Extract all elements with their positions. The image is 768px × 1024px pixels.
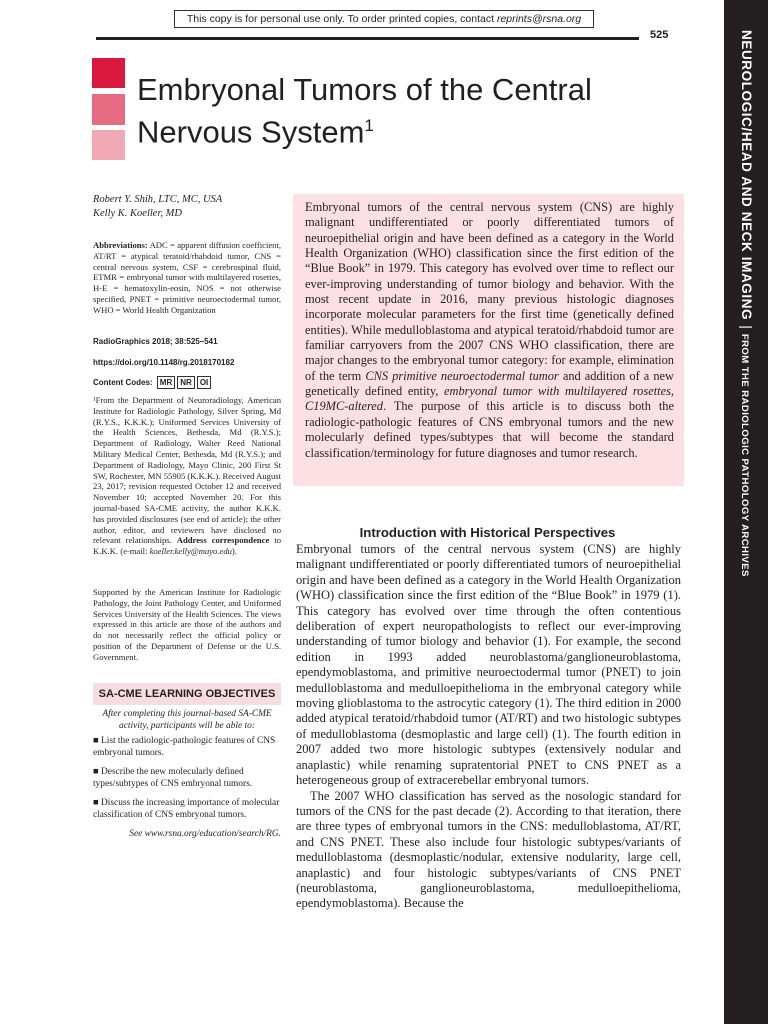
title-line-1: Embryonal Tumors of the Central — [137, 72, 592, 107]
header-rule — [96, 37, 639, 40]
learning-objective-3: ■ Discuss the increasing importance of molecular classification of CNS embryonal tumors. — [93, 798, 280, 820]
learning-objectives — [93, 709, 281, 841]
sidebar-section: NEUROLOGIC/HEAD AND NECK IMAGING — [739, 30, 754, 321]
content-code-mr: MR — [157, 376, 175, 389]
author-1: Robert Y. Shih, LTC, MC, USA — [93, 194, 223, 205]
citation: RadioGraphics 2018; 38:525–541 — [93, 337, 218, 346]
support-statement: Supported by the American Institute for Radiologic Pathology, the Joint Pathology Center, and Uniformed Services University of the Health Sciences. The views expressed in this article are those of the authors and do not necessarily reflect the official policy or position of the Department of Defense or the U.S. Government. — [93, 587, 281, 662]
content-code-oi: OI — [197, 376, 211, 389]
sidebar-label — [737, 30, 755, 577]
author-2: Kelly K. Koeller, MD — [93, 208, 182, 219]
learning-objectives-link[interactable]: See www.rsna.org/education/search/RG. — [129, 829, 281, 839]
affiliations: ¹From the Department of Neuroradiology, American Institute for Radiologic Pathology, Silver Spring, Md (R.Y.S., K.K.K.); Uniformed Services University of the Health Sciences, Bethesda, Md (R.Y.S.); Department of Radiology, Walter Reed National Military Medical Center, Bethesda, Md (R.Y.S.); and Department of Radiology, Mayo Clinic, 200 First St SW, Rochester, MN 55905 (K.K.K.). Received August 23, 2017; revision requested October 12 and received November 10; accepted November 20. For this journal-based SA-CME activity, the author K.K.K. has provided disclosures (see end of article); the other author, editor, and reviewers have disclosed no relevant relationships. Address correspondence to K.K.K. (e-mail: koeller.kelly@mayo.edu). — [93, 395, 282, 557]
content-code-nr: NR — [177, 376, 195, 389]
article-title — [137, 72, 697, 150]
title-line-2: Nervous System$^1$ — [137, 114, 374, 150]
abstract-box: Embryonal tumors of the central nervous system (CNS) are highly malignant undifferentiated or poorly differentiated tumors of neuroepithelial origin and have been defined as a category in the World Health Organization (WHO) classification since the first edition of the “Blue Book” in 1979. This category has evolved over time to reflect our ever-improving understanding of tumor biology and behavior. With the most recent update in 2016, many previous histologic diagnoses incorporate molecular parameters for the first time (genetically defined entities). While medulloblastoma and atypical teratoid/rhabdoid tumor are familiar carryovers from the 2007 CNS WHO classification, there are major changes to the embryonal tumor category: for example, elimination of the term CNS primitive neuroectodermal tumor and addition of a new genetically defined entity, embryonal tumor with multilayered rosettes, C19MC-altered. The purpose of this article is to discuss both the radiologic-pathologic features of CNS embryonal tumors and the new molecularly defined types/subtypes that will become the standard classification/terminology for future diagnoses and tumor research. — [293, 194, 684, 486]
learning-objectives-intro: After completing this journal-based SA-CME activity, participants will be able to: — [102, 709, 272, 731]
accent-square-dark — [92, 58, 125, 88]
author-list — [93, 193, 283, 221]
correspondence-email-link[interactable]: koeller.kelly@mayo.edu — [149, 546, 232, 557]
doi-link[interactable]: https://doi.org/10.1148/rg.2018170182 — [93, 358, 235, 367]
body-paragraph-1: Embryonal tumors of the central nervous system (CNS) are highly malignant undifferentiated or poorly differentiated tumors of neuroepithelial origin and have been defined as a category in the World Health Organization (WHO) classification since the first edition of the “Blue Book” in 1979 (1). This category has evolved over time through the often contentious deliberation of expert neuropathologists to reflect our ever-improving understanding of tumor biology and behavior (1). For example, the second edition in 1993 added neuroblastoma/ganglioneuroblastoma, ependymoblastoma, and primitive neuroectodermal tumor (PNET) to join medulloblastoma and medulloepithelioma in the embryonal category while moving glioblastoma to the astrocytic category (1). The third edition in 2000 added atypical teratoid/rhabdoid tumor (AT/RT) and two histologic subtypes of medulloblastoma (desmoplastic and large cell) (1). The fourth edition in 2007 added two more histologic subtypes (extensively nodular and anaplastic) while renaming supratentorial PNET to CNS PNET as a heterogeneous group of extracerebellar embryonal tumors. — [296, 542, 681, 788]
section-heading: Introduction with Historical Perspectives — [359, 525, 616, 540]
introduction-body — [296, 542, 681, 912]
accent-square-mid — [92, 94, 125, 125]
section-sidebar — [724, 0, 768, 1024]
content-codes: Content Codes: MR NR OI — [93, 376, 281, 389]
learning-objective-2: ■ Describe the new molecularly defined types/subtypes of CNS embryonal tumors. — [93, 767, 253, 789]
reprints-email-link[interactable]: reprints@rsna.org — [496, 13, 582, 25]
learning-objective-1: ■ List the radiologic-pathologic features of CNS embryonal tumors. — [93, 736, 276, 758]
abbreviations: Abbreviations: ADC = apparent diffusion coefficient, AT/RT = atypical teratoid/rhabdoid tumor, CNS = central nervous system, CSF = cerebrospinal fluid, ETMR = embryonal tumor with multilayered rosettes, H-E = hematoxylin-eosin, NOS = not otherwise specified, PNET = primitive neuroectodermal tumor, WHO = World Health Organization — [93, 240, 281, 315]
body-paragraph-2: The 2007 WHO classification has served as the nosologic standard for tumors of the CNS for the past decade (2). According to that iteration, there are three types of embryonal tumors in the CNS: medulloblastoma, AT/RT, and CNS PNET. These also include four histologic subtypes/variants of medulloblastoma (desmoplastic/nodular, extensive nodularity, large cell, anaplastic) and four histologic subtypes/variants of CNS PNET (neuroblastoma, ganglioneuroblastoma, medulloepithelioma, ependymoblastoma). Because the — [296, 788, 681, 911]
sidebar-separator: | — [739, 325, 755, 329]
sidebar-subtitle: FROM THE RADIOLOGIC PATHOLOGY ARCHIVES — [739, 333, 750, 577]
title-footnote-mark: 1 — [364, 116, 374, 135]
learning-objectives-heading: SA-CME LEARNING OBJECTIVES — [93, 683, 281, 705]
accent-square-light — [92, 130, 125, 160]
page-number: 525 — [650, 29, 669, 41]
personal-use-notice: This copy is for personal use only. To order printed copies, contact reprints@rsna.org — [174, 10, 594, 28]
